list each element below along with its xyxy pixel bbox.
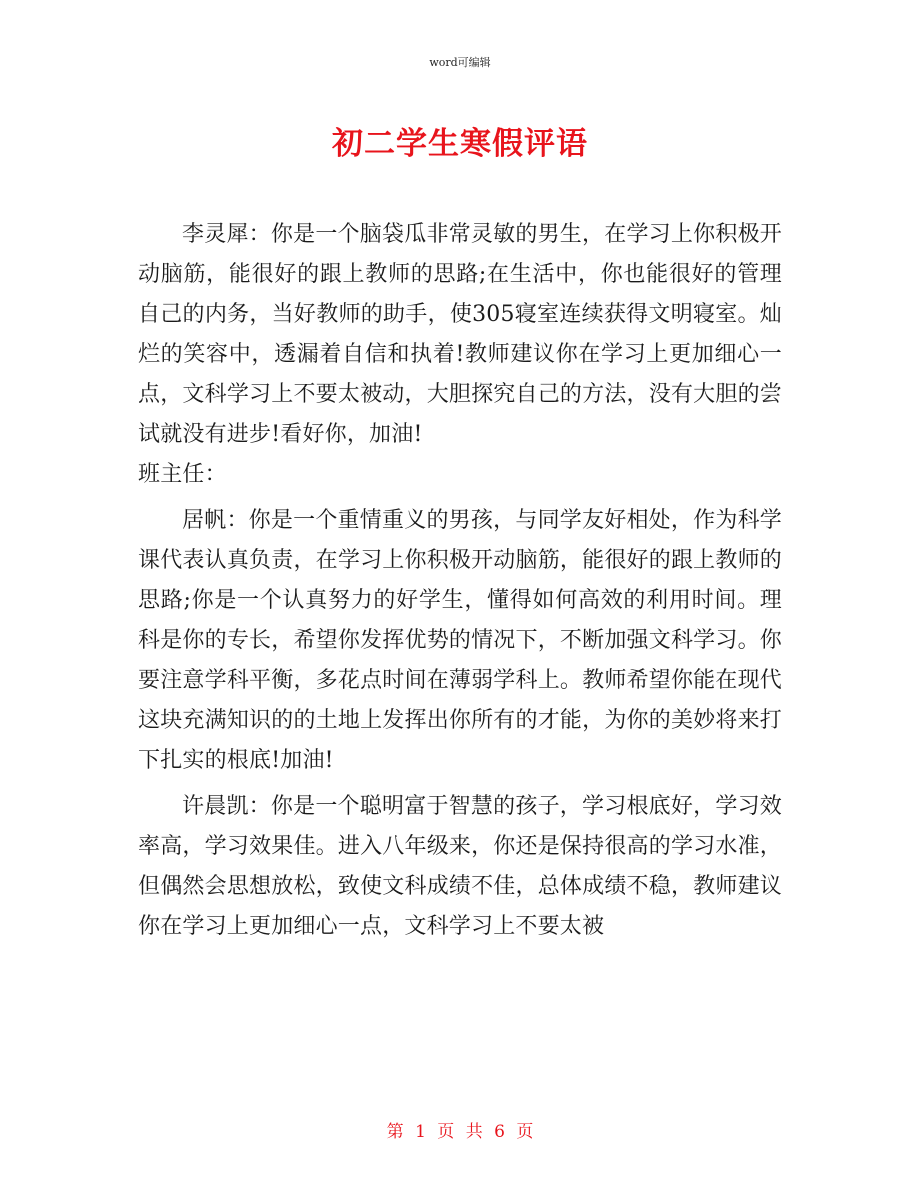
signature-line: 班主任：	[138, 462, 227, 487]
header-note: word可编辑	[429, 56, 491, 69]
page-number-footer: 第 1 页 共 6 页	[386, 1122, 534, 1142]
comment-paragraph: 许晨凯：你是一个聪明富于智慧的孩子，学习根底好，学习效率高，学习效果佳。进入八年级来，你还是保持很高的学习水准，但偶然会思想放松，致使文科成绩不佳，总体成绩不稳，教师建议你在学习上更加细心一点，文科学习上不要太被	[138, 794, 782, 939]
document-body	[138, 215, 782, 947]
comment-paragraph: 居帆：你是一个重情重义的男孩，与同学友好相处，作为科学课代表认真负责，在学习上你积极开动脑筋，能很好的跟上教师的思路;你是一个认真努力的好学生，懂得如何高效的利用时间。理科是你的专长，希望你发挥优势的情况下，不断加强文科学习。你要注意学科平衡，多花点时间在薄弱学科上。教师希望你能在现代这块充满知识的的土地上发挥出你所有的才能，为你的美妙将来打下扎实的根底!加油!	[138, 508, 782, 773]
document-title: 初二学生寒假评语	[332, 126, 588, 162]
comment-paragraph: 李灵犀：你是一个脑袋瓜非常灵敏的男生，在学习上你积极开动脑筋，能很好的跟上教师的思路;在生活中，你也能很好的管理自己的内务，当好教师的助手，使305寝室连续获得文明寝室。灿烂的笑容中，透漏着自信和执着!教师建议你在学习上更加细心一点，文科学习上不要太被动，大胆探究自己的方法，没有大胆的尝试就没有进步!看好你，加油!	[138, 222, 782, 447]
